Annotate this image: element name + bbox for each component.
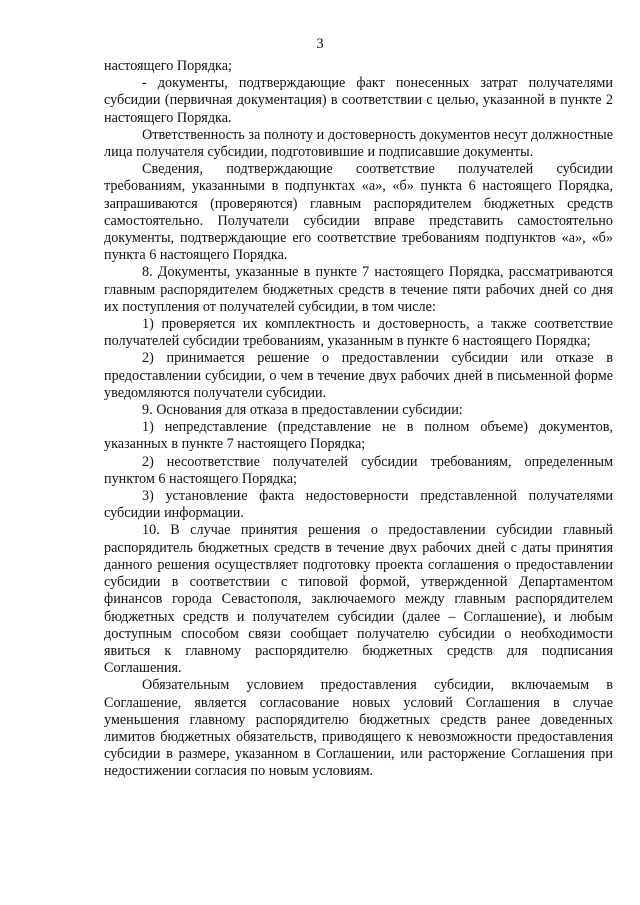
paragraph: 10. В случае принятия решения о предоставлении субсидии главный распорядитель бюджетных средств в течение двух рабочих дней с даты принятия данного решения осуществляет подготовку проекта соглашения о предоставлении субсидии в соответствии с типовой формой, утвержденной Департаментом финансов города Севастополя, заключаемого между главным распорядителем бюджетных средств и получателем субсидии (далее – Соглашение), и любым доступным способом связи сообщает получателю субсидии о необходимости явиться к главному распорядителю бюджетных средств для подписания Соглашения. (104, 522, 613, 677)
page-number: 3 (316, 36, 324, 52)
paragraph: 2) принимается решение о предоставлении субсидии или отказе в предоставлении субсидии, о чем в течение двух рабочих дней в письменной форме уведомляются получатели субсидии. (104, 350, 613, 401)
paragraph: 8. Документы, указанные в пункте 7 настоящего Порядка, рассматриваются главным распорядителем бюджетных средств в течение пяти рабочих дней со дня их поступления от получателей субсидии, в том числе: (104, 264, 613, 315)
paragraph: 1) проверяется их комплектность и достоверность, а также соответствие получателей субсидии требованиям, указанным в пункте 6 настоящего Порядка; (104, 316, 613, 350)
paragraph: 9. Основания для отказа в предоставлении субсидии: (142, 402, 463, 419)
document-body (104, 58, 613, 781)
paragraph: - документы, подтверждающие факт понесенных затрат получателями субсидии (первичная документация) в соответствии с целью, указанной в пункте 2 настоящего Порядка. (104, 75, 613, 126)
paragraph: Обязательным условием предоставления субсидии, включаемым в Соглашение, является согласование новых условий Соглашения в случае уменьшения главному распорядителю бюджетных средств ранее доведенных лимитов бюджетных обязательств, приводящего к невозможности предоставления субсидии в размере, указанном в Соглашении, или расторжение Соглашения при недостижении согласия по новым условиям. (104, 677, 613, 780)
paragraph: настоящего Порядка; (104, 58, 232, 74)
paragraph: Сведения, подтверждающие соответствие получателей субсидии требованиям, указанными в подпунктах «а», «б» пункта 6 настоящего Порядка, запрашиваются (проверяются) главным распорядителем бюджетных средств самостоятельно. Получатели субсидии вправе представить самостоятельно документы, подтверждающие его соответствие требованиям подпунктов «а», «б» пункта 6 настоящего Порядка. (104, 161, 613, 264)
paragraph: 2) несоответствие получателей субсидии требованиям, определенным пунктом 6 настоящего Порядка; (104, 453, 613, 487)
paragraph: 1) непредставление (представление не в полном объеме) документов, указанных в пункте 7 настоящего Порядка; (104, 419, 613, 453)
paragraph: Ответственность за полноту и достоверность документов несут должностные лица получателя субсидии, подготовившие и подписавшие документы. (104, 126, 613, 161)
paragraph: 3) установление факта недостоверности представленной получателями субсидии информации. (104, 488, 613, 522)
